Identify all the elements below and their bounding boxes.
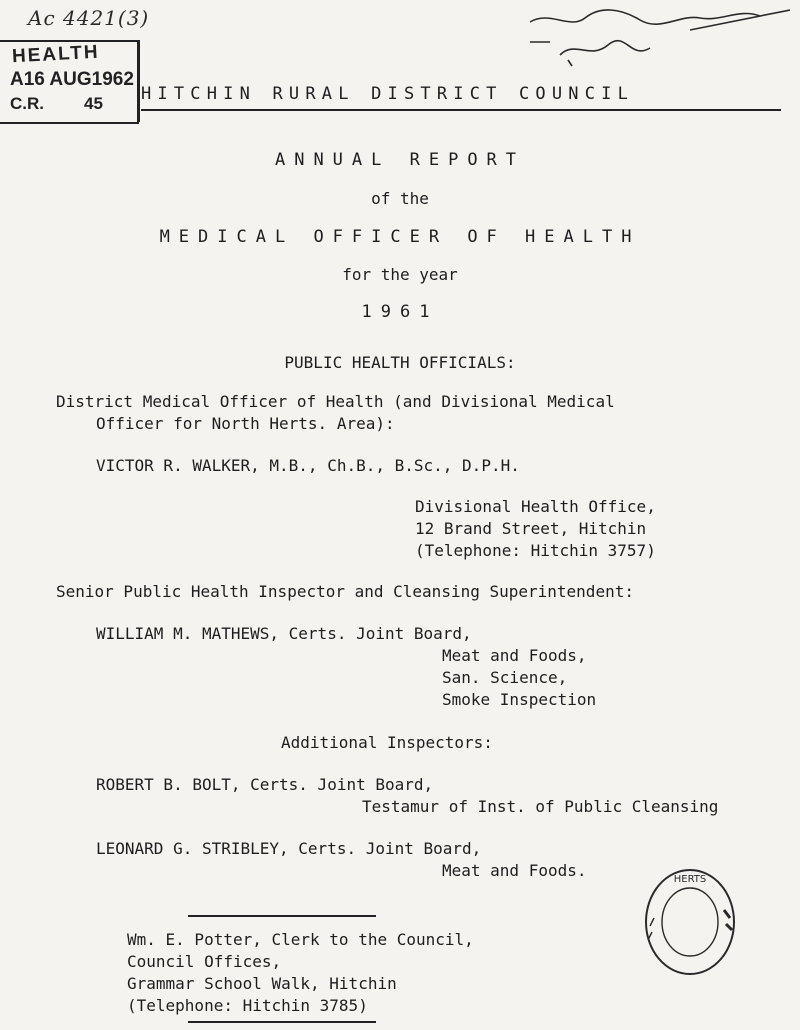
seal-text: HERTS: [673, 874, 707, 885]
clerk-line-2: Council Offices,: [127, 952, 282, 971]
received-stamp: [0, 40, 139, 124]
title-moh: MEDICAL OFFICER OF HEALTH: [159, 227, 641, 247]
sphi-cert-2: San. Science,: [442, 668, 568, 687]
clerk-line-4: (Telephone: Hitchin 3785): [127, 996, 368, 1015]
title-of-the: of the: [371, 189, 429, 208]
dmo-name: VICTOR R. WALKER, M.B., Ch.B., B.Sc., D.P.H.: [96, 456, 520, 475]
inspector-1-cert: Testamur of Inst. of Public Cleansing: [362, 797, 719, 816]
inspector-2-cert: Meat and Foods.: [442, 861, 587, 880]
sphi-cert-3: Smoke Inspection: [442, 690, 597, 709]
sphi-name: WILLIAM M. MATHEWS, Certs. Joint Board,: [96, 624, 472, 643]
report-year: 1961: [361, 302, 439, 322]
dmo-role-line-2: Officer for North Herts. Area):: [96, 414, 395, 433]
clerk-line-1: Wm. E. Potter, Clerk to the Council,: [127, 930, 474, 949]
stamp-number: 45: [84, 94, 103, 113]
stamp-line-1: HEALTH: [11, 41, 101, 68]
dmo-address-2: 12 Brand Street, Hitchin: [415, 519, 647, 538]
clerk-rule-bottom: [188, 1021, 376, 1023]
clerk-rule-top: [188, 915, 376, 917]
additional-inspectors-heading: Additional Inspectors:: [281, 733, 493, 752]
header-rule: [141, 109, 781, 111]
handwritten-annotation: [490, 0, 790, 80]
inspector-1-name: ROBERT B. BOLT, Certs. Joint Board,: [96, 775, 434, 794]
clerk-line-3: Grammar School Walk, Hitchin: [127, 974, 397, 993]
handwritten-reference: Ac 4421(3): [28, 6, 150, 30]
dmo-role-line-1: District Medical Officer of Health (and Divisional Medical: [56, 392, 615, 411]
council-seal: [640, 860, 740, 980]
title-for-year: for the year: [342, 265, 458, 284]
sphi-cert-1: Meat and Foods,: [442, 646, 587, 665]
report-title: ANNUAL REPORT: [274, 150, 526, 170]
dmo-telephone: (Telephone: Hitchin 3757): [415, 541, 656, 560]
officials-heading: PUBLIC HEALTH OFFICIALS:: [284, 353, 516, 372]
stamp-date: A16 AUG1962: [10, 69, 134, 90]
sphi-role: Senior Public Health Inspector and Cleansing Superintendent:: [56, 582, 634, 601]
stamp-line-3: C.R.: [10, 94, 44, 113]
council-name: HITCHIN RURAL DISTRICT COUNCIL: [141, 84, 635, 104]
inspector-2-name: LEONARD G. STRIBLEY, Certs. Joint Board,: [96, 839, 482, 858]
dmo-address-1: Divisional Health Office,: [415, 497, 656, 516]
